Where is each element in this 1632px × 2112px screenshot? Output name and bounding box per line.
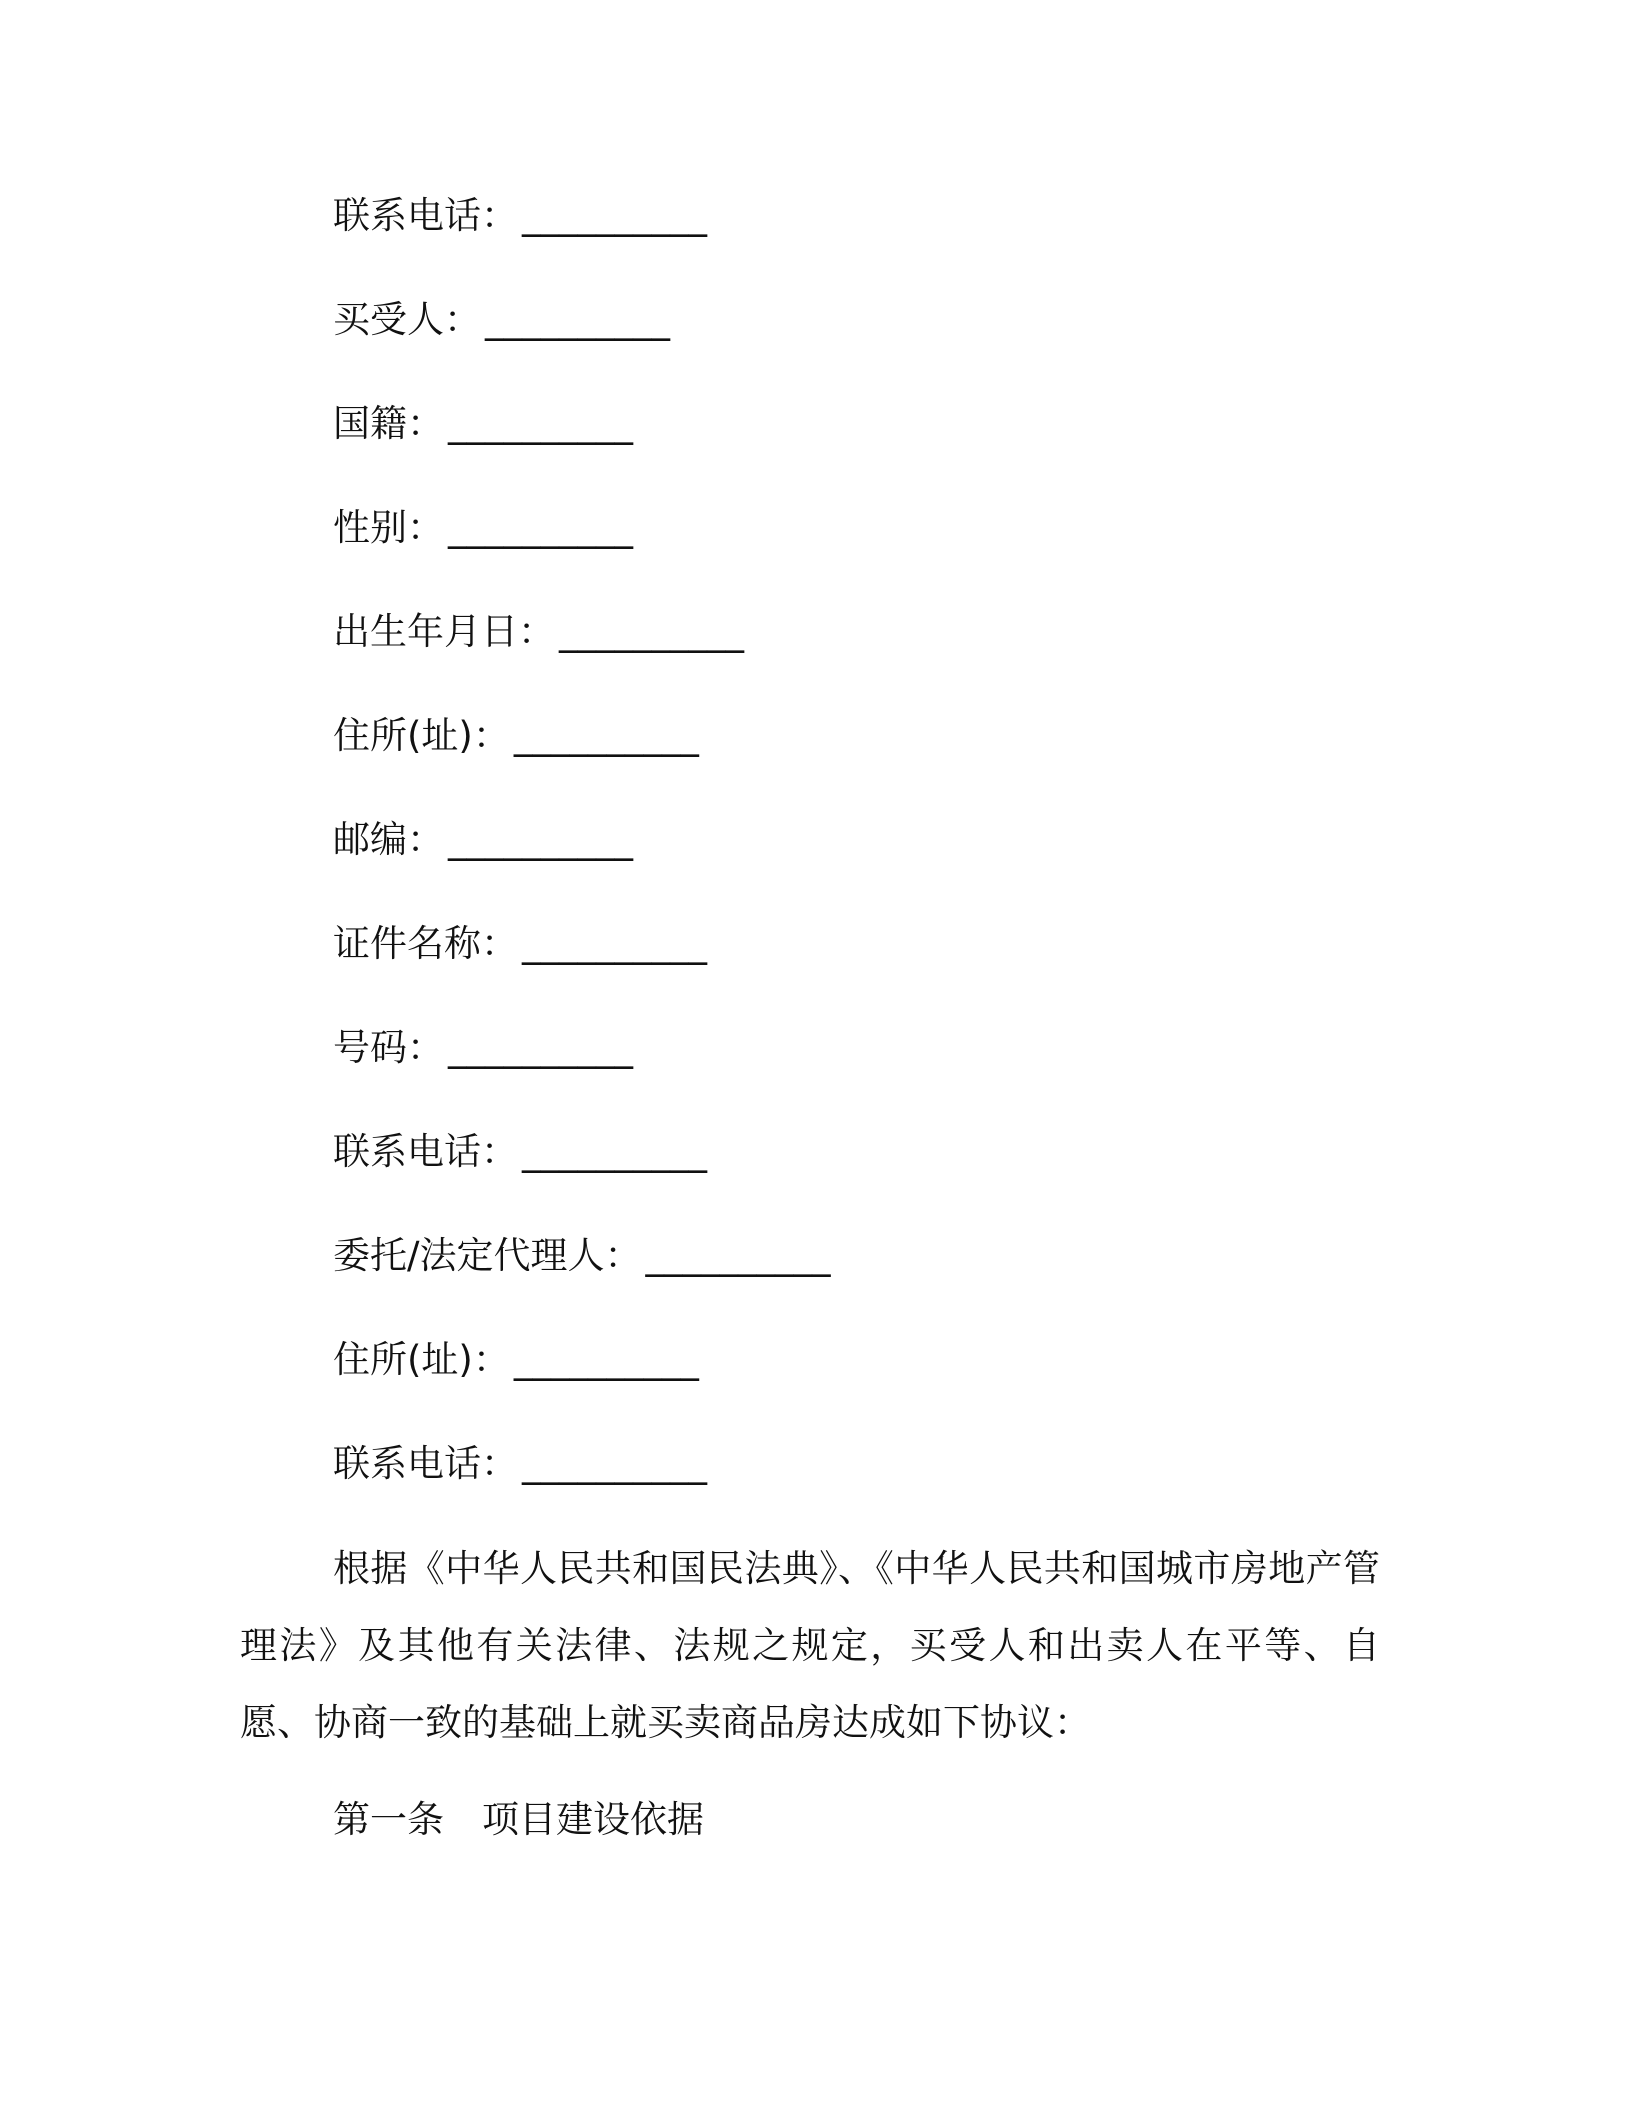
fill-in-blank: __________ (559, 610, 744, 653)
fill-in-blank: __________ (522, 1442, 707, 1485)
fill-in-blank: __________ (522, 922, 707, 965)
fill-in-blank: __________ (448, 506, 633, 549)
field-row-agent-address (333, 1330, 1433, 1434)
field-label: 联系电话： (333, 1130, 518, 1173)
fill-in-blank: __________ (485, 298, 670, 341)
field-label: 国籍： (333, 402, 444, 445)
field-row-postcode (333, 810, 1433, 914)
party-info-fields (333, 186, 1433, 1538)
preamble-paragraph: 根据《中华人民共和国民法典》、《中华人民共和国城市房地产管理法》及其他有关法律、法规之规定，买受人和出卖人在平等、自愿、协商一致的基础上就买卖商品房达成如下协议： (240, 1547, 1380, 1744)
field-row-birth-date (333, 602, 1433, 706)
field-label: 邮编： (333, 818, 444, 861)
field-label: 证件名称： (333, 922, 518, 965)
fill-in-blank: __________ (522, 194, 707, 237)
field-row-id-number (333, 1018, 1433, 1122)
field-row-contact-phone (333, 1122, 1433, 1226)
article-number: 第一条 (333, 1798, 444, 1841)
field-row-contact-phone (333, 186, 1433, 290)
field-row-agent (333, 1226, 1433, 1330)
field-row-agent-phone (333, 1434, 1433, 1538)
fill-in-blank: __________ (522, 1130, 707, 1173)
fill-in-blank: __________ (513, 714, 699, 757)
field-label: 联系电话： (333, 1442, 518, 1485)
field-label: 性别： (333, 506, 444, 549)
field-row-buyer (333, 290, 1433, 394)
fill-in-blank: __________ (448, 1026, 633, 1069)
field-label: 号码： (333, 1026, 444, 1069)
field-row-address (333, 706, 1433, 810)
field-label: 出生年月日： (333, 610, 555, 653)
field-label: 住所(址)： (333, 714, 510, 757)
fill-in-blank: __________ (448, 402, 633, 445)
fill-in-blank: __________ (513, 1338, 699, 1381)
field-label: 委托/法定代理人： (333, 1234, 642, 1277)
article-heading (333, 1790, 704, 1850)
fill-in-blank: __________ (645, 1234, 831, 1277)
article-title: 项目建设依据 (482, 1798, 704, 1841)
field-label: 住所(址)： (333, 1338, 510, 1381)
field-label: 买受人： (333, 298, 481, 341)
fill-in-blank: __________ (448, 818, 633, 861)
field-row-gender (333, 498, 1433, 602)
field-row-id-type (333, 914, 1433, 1018)
field-row-nationality (333, 394, 1433, 498)
field-label: 联系电话： (333, 194, 518, 237)
